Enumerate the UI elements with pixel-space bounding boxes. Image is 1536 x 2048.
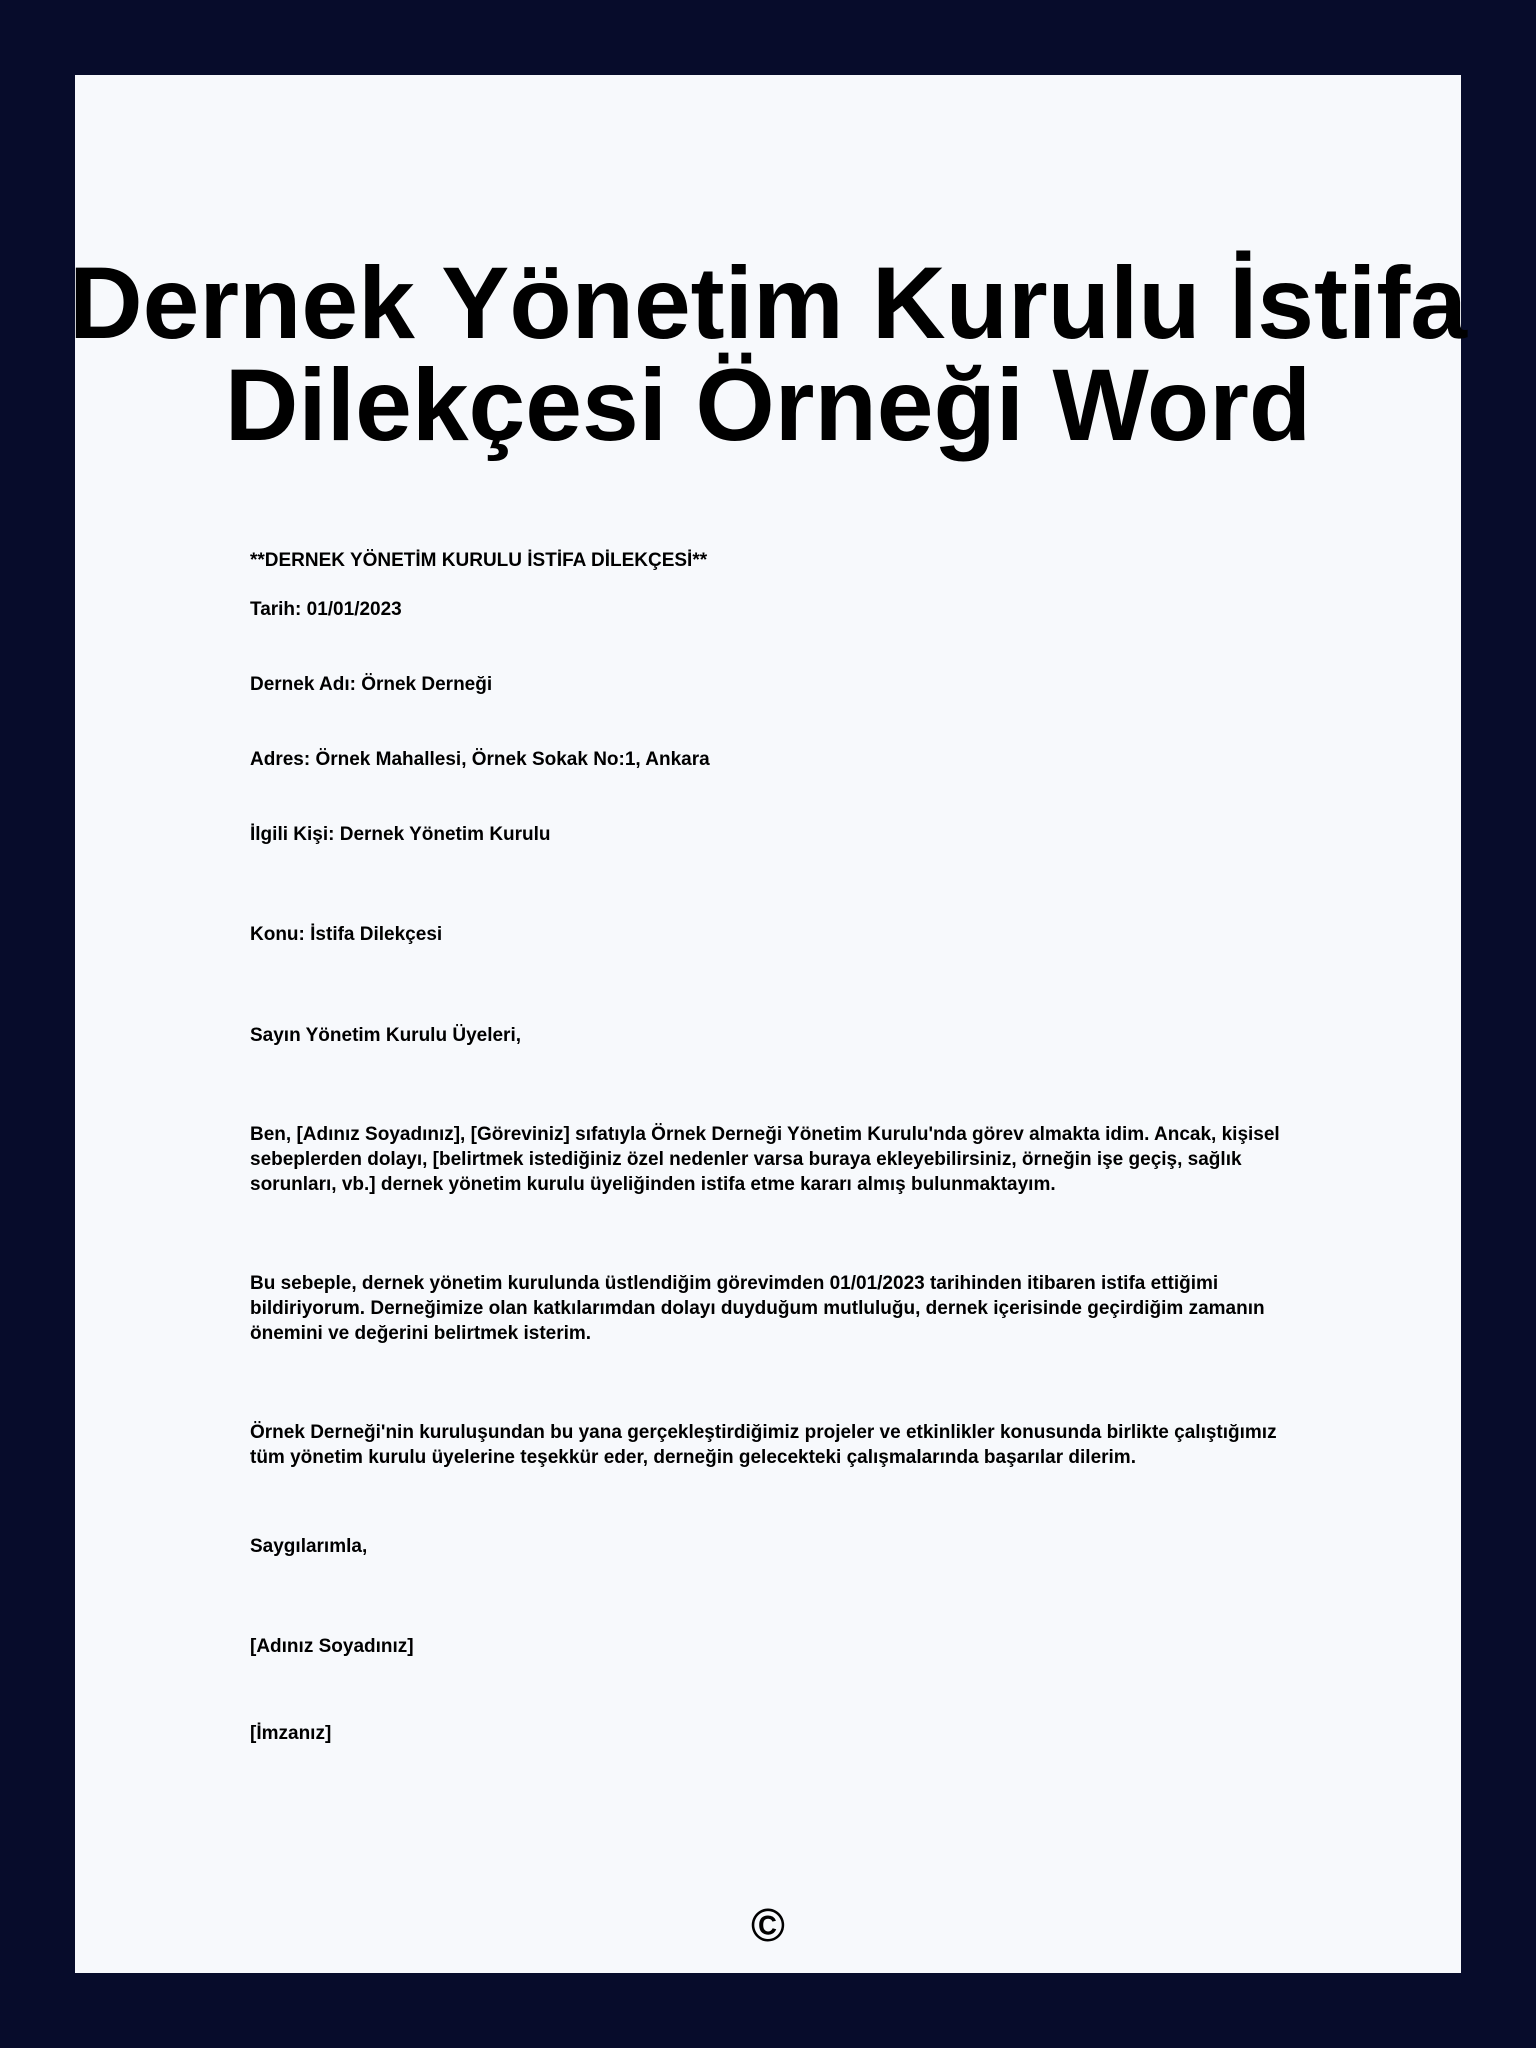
letter-salutation: Sayın Yönetim Kurulu Üyeleri,: [250, 1025, 522, 1046]
contact-person: İlgili Kişi: Dernek Yönetim Kurulu: [250, 824, 551, 845]
letter-subject: Konu: İstifa Dilekçesi: [250, 924, 443, 945]
letter-paragraph-3: Örnek Derneği'nin kuruluşundan bu yana gerçekleştirdiğimiz projeler ve etkinlikler konusunda birlikte çalıştığımız tüm yönetim kurulu üyelerine teşekkür eder, derneğin gelecekteki çalışmalarında başarılar dilerim.: [250, 1422, 1277, 1468]
letter-heading: **DERNEK YÖNETİM KURULU İSTİFA DİLEKÇESİ**: [250, 550, 708, 571]
association-address: Adres: Örnek Mahallesi, Örnek Sokak No:1, Ankara: [250, 749, 710, 770]
signature-placeholder: [İmzanız]: [250, 1723, 332, 1744]
letter-date: Tarih: 01/01/2023: [250, 599, 402, 620]
letter-paragraph-2: Bu sebeple, dernek yönetim kurulunda üstlendiğim görevimden 01/01/2023 tarihinden itibaren istifa ettiğimi bildiriyorum. Derneğimize olan katkılarımdan dolayı duyduğum mutluluğu, dernek içerisinde geçirdiğim zamanın önemini ve değerini belirtmek isterim.: [250, 1273, 1265, 1344]
name-placeholder: [Adınız Soyadınız]: [250, 1636, 414, 1657]
letter-paragraph-1: Ben, [Adınız Soyadınız], [Göreviniz] sıfatıyla Örnek Derneği Yönetim Kurulu'nda görev almakta idim. Ancak, kişisel sebeplerden dolayı, [belirtmek istediğiniz özel nedenler varsa buraya ekleyebilirsiniz, örneğin işe geçiş, sağlık sorunları, vb.] dernek yönetim kurulu üyeliğinden istifa etme kararı almış bulunmaktayım.: [250, 1124, 1280, 1195]
association-name: Dernek Adı: Örnek Derneği: [250, 674, 493, 695]
letter-body: [250, 548, 1290, 1746]
page-title-line-1: Dernek Yönetim Kurulu İstifa: [68, 246, 1468, 360]
page-title-line-2: Dilekçesi Örneği Word: [224, 348, 1312, 462]
page-title: [0, 246, 1536, 462]
letter-closing: Saygılarımla,: [250, 1536, 368, 1557]
copyright-icon: ©: [751, 1899, 785, 1951]
